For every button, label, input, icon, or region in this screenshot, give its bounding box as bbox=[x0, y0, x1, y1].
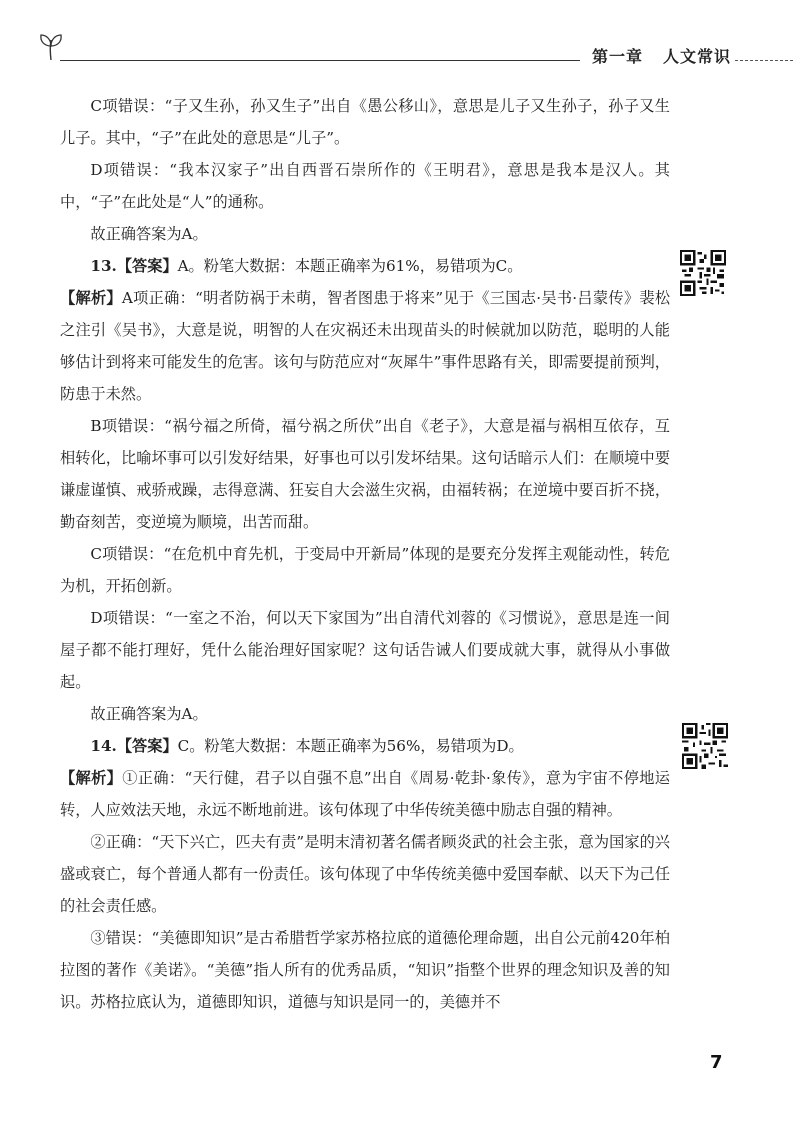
analysis-paragraph bbox=[60, 282, 670, 410]
paragraph-text: D项错误：“我本汉家子”出自西晋石崇所作的《王明君》，意思是我本是汉人。其中，“子”在此处是“人”的通称。 bbox=[60, 161, 670, 211]
paragraph-text: ③错误：“美德即知识”是古希腊哲学家苏格拉底的道德伦理命题，出自公元前420年柏拉图的著作《美诺》。“美德”指人所有的优秀品质，“知识”指整个世界的理念知识及善的知识。苏格拉底认为，道德即知识，道德与知识是同一的，美德并不 bbox=[60, 929, 670, 1011]
paragraph bbox=[60, 90, 670, 154]
paragraph bbox=[60, 218, 670, 250]
paragraph bbox=[60, 410, 670, 538]
leaf-ornament-icon bbox=[38, 32, 64, 62]
paragraph bbox=[60, 538, 670, 602]
chapter-title bbox=[592, 44, 731, 67]
paragraph bbox=[60, 154, 670, 218]
analysis-tag: 【解析】 bbox=[60, 769, 123, 787]
chapter-section: 人文常识 bbox=[663, 47, 732, 66]
chapter-number: 第一章 bbox=[592, 47, 644, 66]
answer-line bbox=[60, 730, 670, 762]
analysis-paragraph bbox=[60, 762, 670, 826]
header-dash-rule bbox=[735, 60, 793, 61]
answer-line bbox=[60, 250, 670, 282]
paragraph-text: A项正确：“明者防祸于未萌，智者图患于将来”见于《三国志·吴书·吕蒙传》裴松之注引《吴书》，大意是说，明智的人在灾祸还未出现苗头的时候就加以防范，聪明的人能够估计到将来可能发生的危害。该句与防范应对“灰犀牛”事件思路有关，即需要提前预判，防患于未然。 bbox=[60, 289, 671, 403]
paragraph-text: D项错误：“一室之不治，何以天下家国为”出自清代刘蓉的《习惯说》，意思是连一间屋子都不能打理好，凭什么能治理好国家呢？这句话告诫人们要成就大事，就得从小事做起。 bbox=[60, 609, 670, 691]
page-number: 7 bbox=[710, 1052, 723, 1073]
paragraph-text: ②正确：“天下兴亡，匹夫有责”是明末清初著名儒者顾炎武的社会主张，意为国家的兴盛或衰亡，每个普通人都有一份责任。该句体现了中华传统美德中爱国奉献、以天下为己任的社会责任感。 bbox=[60, 833, 670, 915]
paragraph-text: ①正确：“天行健，君子以自强不息”出自《周易·乾卦·象传》，意为宇宙不停地运转，人应效法天地，永远不断地前进。该句体现了中华传统美德中励志自强的精神。 bbox=[60, 769, 670, 819]
answer-text: A。粉笔大数据：本题正确率为61%，易错项为C。 bbox=[177, 257, 523, 275]
answer-tag: 14.【答案】 bbox=[90, 737, 178, 755]
page-body bbox=[60, 90, 670, 1018]
paragraph-text: C项错误：“在危机中育先机，于变局中开新局”体现的是要充分发挥主观能动性，转危为机，开拓创新。 bbox=[60, 545, 670, 595]
paragraph-text: B项错误：“祸兮福之所倚，福兮祸之所伏”出自《老子》，大意是福与祸相互依存，互相转化，比喻坏事可以引发好结果，好事也可以引发坏结果。这句话暗示人们：在顺境中要谦虚谨慎、戒骄戒躁，志得意满、狂妄自大会滋生灾祸，由福转祸；在逆境中要百折不挠，勤奋刻苦，变逆境为顺境，出苦而甜。 bbox=[60, 417, 670, 531]
paragraph-text: 故正确答案为A。 bbox=[90, 705, 208, 723]
paragraph bbox=[60, 922, 670, 1018]
qr-code-icon[interactable] bbox=[682, 723, 728, 769]
paragraph bbox=[60, 826, 670, 922]
paragraph-text: 故正确答案为A。 bbox=[90, 225, 208, 243]
paragraph bbox=[60, 698, 670, 730]
answer-text: C。粉笔大数据：本题正确率为56%，易错项为D。 bbox=[177, 737, 524, 755]
answer-tag: 13.【答案】 bbox=[90, 257, 178, 275]
header-rule bbox=[60, 60, 580, 61]
running-header bbox=[0, 0, 800, 70]
paragraph bbox=[60, 602, 670, 698]
qr-code-icon[interactable] bbox=[680, 250, 726, 296]
analysis-tag: 【解析】 bbox=[60, 289, 122, 307]
paragraph-text: C项错误：“子又生孙，孙又生子”出自《愚公移山》，意思是儿子又生孙子，孙子又生儿子。其中，“子”在此处的意思是“儿子”。 bbox=[60, 97, 670, 147]
